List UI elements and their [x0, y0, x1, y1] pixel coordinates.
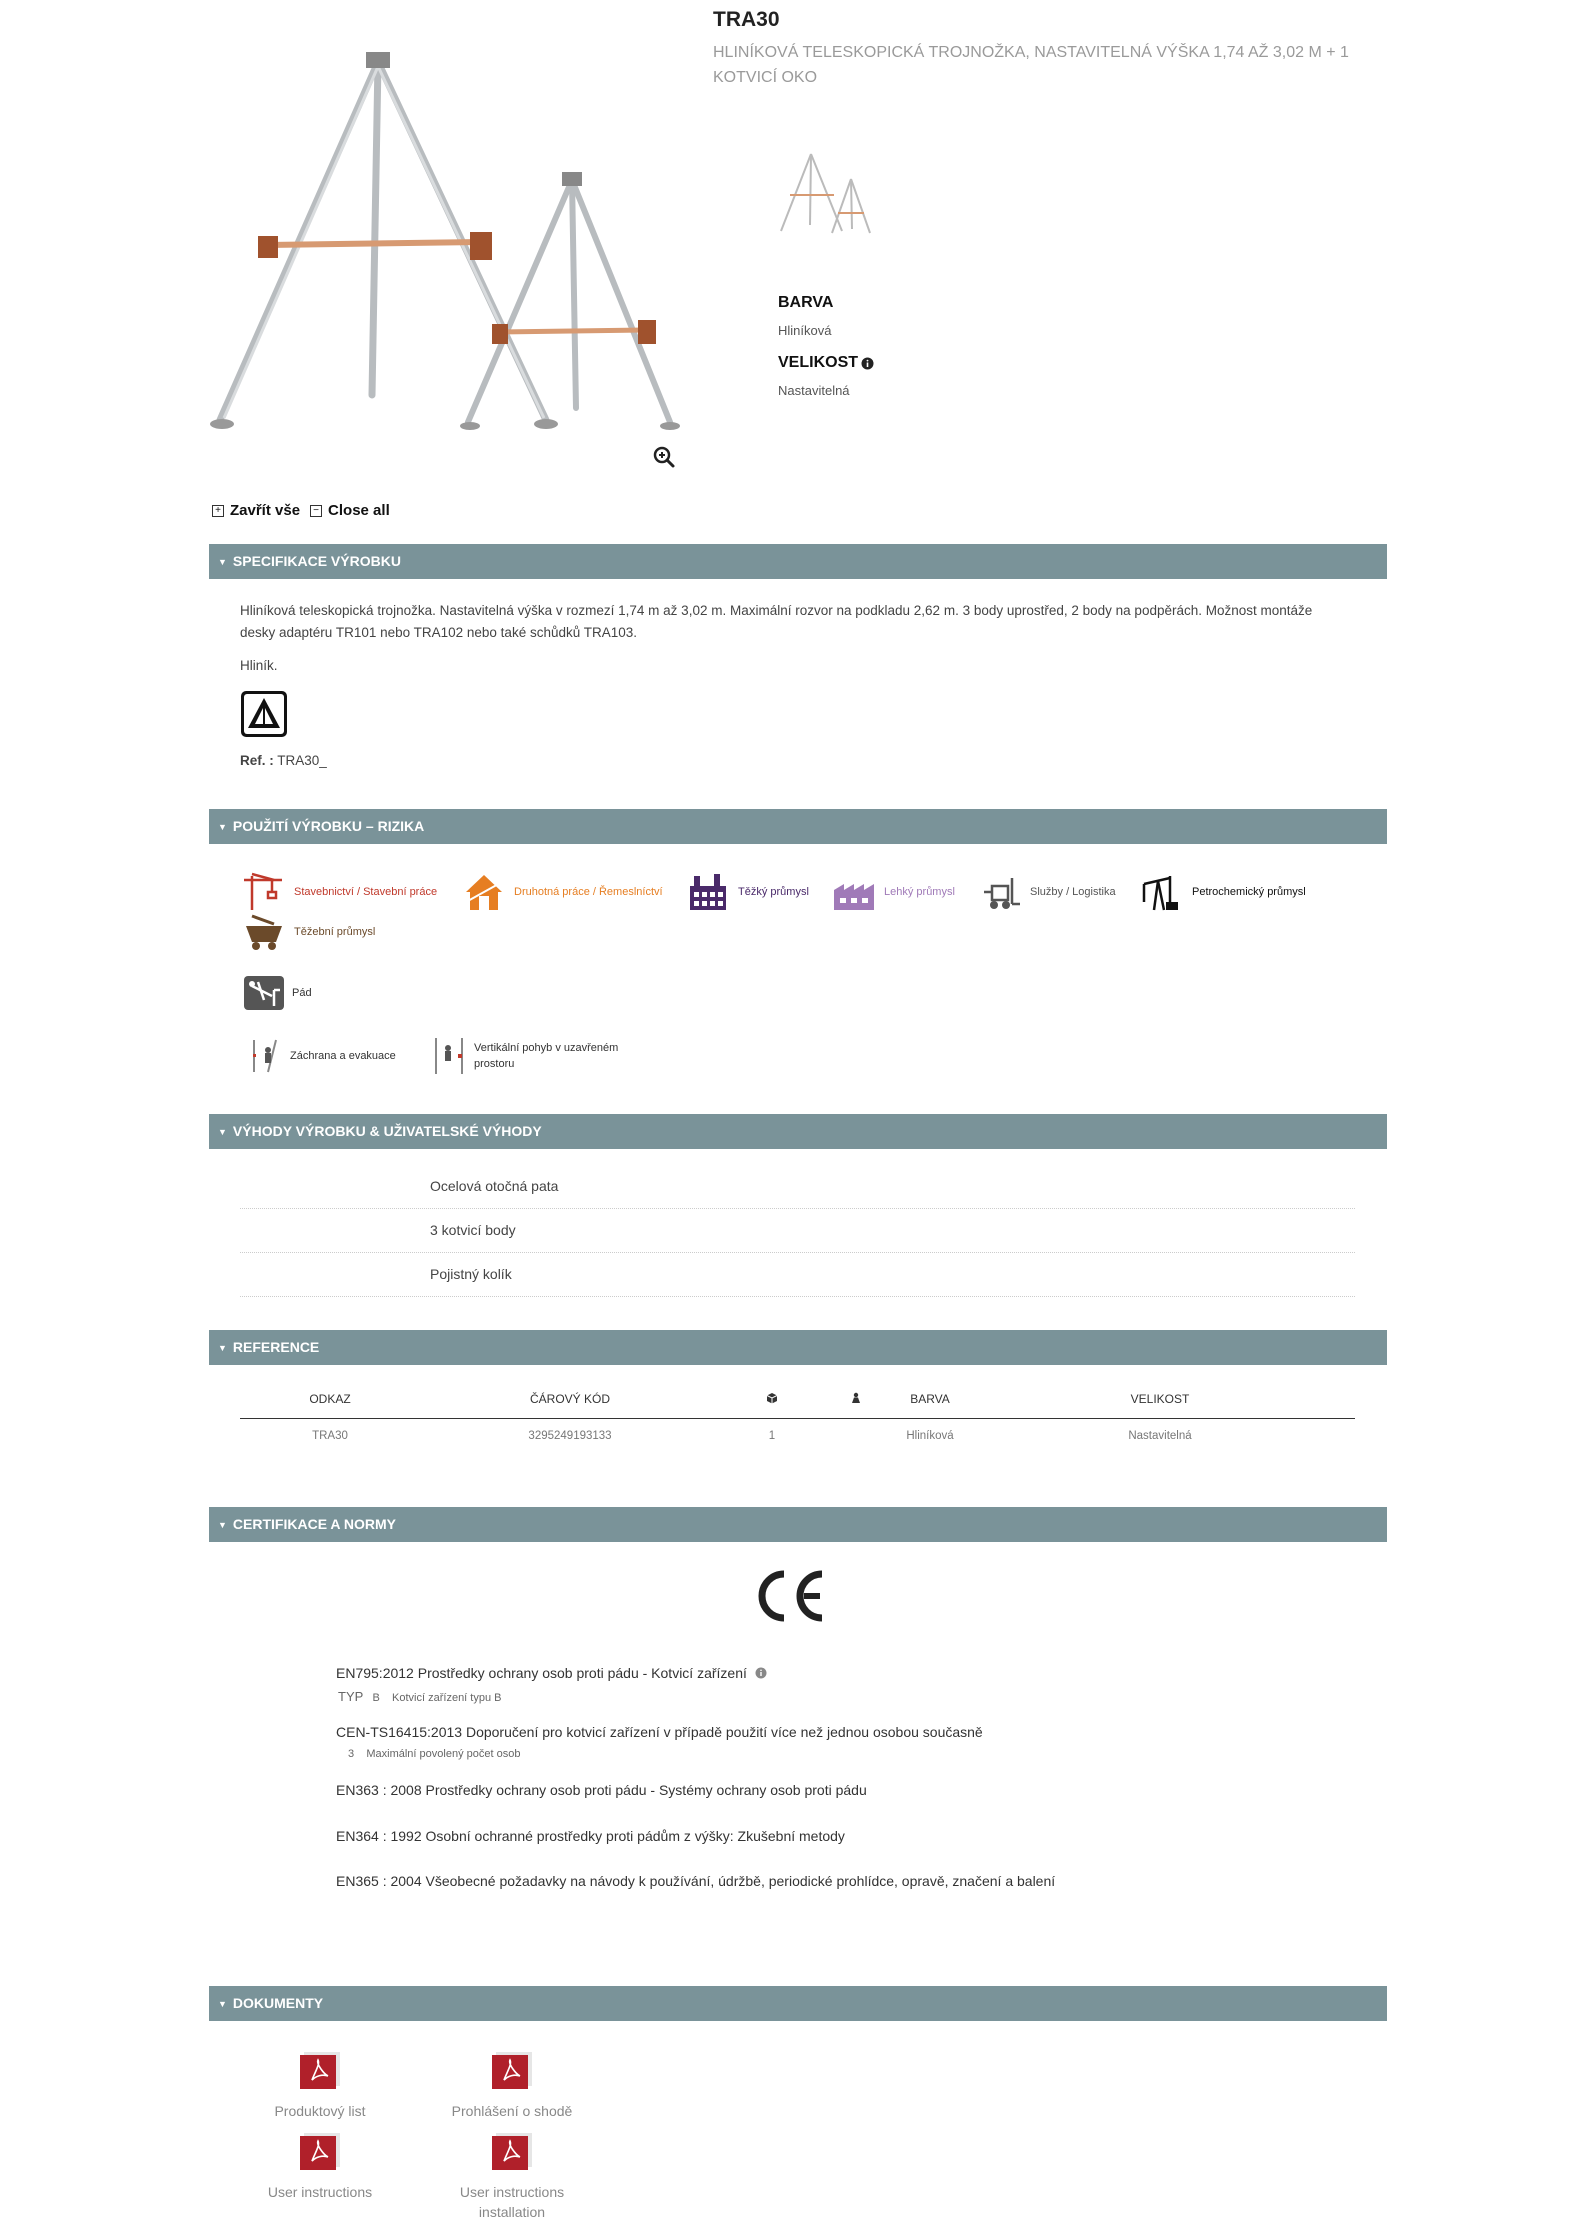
- ref-label: Ref. :: [240, 753, 274, 768]
- section-title: DOKUMENTY: [232, 1995, 324, 2011]
- close-all-toggle[interactable]: [310, 502, 390, 519]
- advantage-row: [240, 1164, 1355, 1209]
- light-factory-icon: [832, 872, 876, 912]
- cell-ref: TRA30: [312, 1430, 348, 1442]
- industry-logistics: [978, 872, 1116, 912]
- plus-box-icon: +: [212, 505, 224, 517]
- pdf-icon: [298, 2131, 342, 2171]
- doc-user-instructions[interactable]: [250, 2131, 390, 2202]
- section-title: VÝHODY VÝROBKU & UŽIVATELSKÉ VÝHODY: [232, 1123, 542, 1139]
- section-header-spec[interactable]: [209, 544, 1387, 579]
- product-thumbnail[interactable]: [775, 148, 877, 238]
- rescue-evacuation: [248, 1038, 396, 1074]
- zoom-in-icon[interactable]: [652, 445, 676, 469]
- cell-qty: 1: [768, 1430, 776, 1442]
- product-subtitle: HLINÍKOVÁ TELESKOPICKÁ TROJNOŽKA, NASTAVITELNÁ VÝŠKA 1,74 AŽ 3,02 M + 1 KOTVICÍ OKO: [713, 44, 1349, 86]
- doc-user-instructions-installation[interactable]: [442, 2131, 582, 2222]
- risk-fall: [244, 976, 312, 1010]
- info-icon[interactable]: [861, 357, 874, 370]
- minus-box-icon: −: [310, 505, 322, 517]
- section-header-usage[interactable]: [209, 809, 1387, 844]
- caret-down-icon: ▼: [218, 1342, 227, 1353]
- section-header-advantages[interactable]: [209, 1114, 1387, 1149]
- industry-label: Petrochemický průmysl: [1192, 886, 1306, 898]
- color-value: Hliníková: [778, 323, 832, 338]
- section-header-documents[interactable]: [209, 1986, 1387, 2021]
- norm-en795: [336, 1665, 767, 1681]
- fall-risk-icon: [244, 976, 284, 1010]
- industry-heavy: [686, 872, 809, 912]
- caret-down-icon: ▼: [218, 821, 227, 832]
- section-title: POUŽITÍ VÝROBKU – RIZIKA: [232, 818, 425, 834]
- section-header-reference[interactable]: [209, 1330, 1387, 1365]
- norm-en363: EN363 : 2008 Prostředky ochrany osob proti pádu - Systémy ochrany osob proti pádu: [336, 1782, 867, 1798]
- package-icon: [766, 1392, 778, 1404]
- mine-cart-icon: [242, 912, 286, 952]
- expand-all-label: Zavřít vše: [230, 502, 301, 519]
- caret-down-icon: ▼: [218, 1998, 227, 2009]
- cell-barcode: 3295249193133: [528, 1430, 612, 1442]
- pdf-icon: [490, 2050, 534, 2090]
- cell-size: Nastavitelná: [1128, 1430, 1192, 1442]
- advantage-row: [240, 1208, 1355, 1253]
- norm-sub-desc: Kotvicí zařízení typu B: [392, 1692, 502, 1704]
- doc-declaration[interactable]: [442, 2050, 582, 2121]
- reference-table-header: [240, 1390, 1355, 1419]
- doc-product-sheet[interactable]: [250, 2050, 390, 2121]
- cell-color: Hliníková: [906, 1430, 954, 1442]
- caret-down-icon: ▼: [218, 1126, 227, 1137]
- norm-sub-key: 3: [348, 1748, 355, 1760]
- spec-ref: [240, 750, 327, 772]
- col-color: BARVA: [910, 1392, 950, 1406]
- doc-label: User instructions: [267, 2184, 373, 2200]
- norm-sub-value: B: [372, 1692, 380, 1704]
- industry-light: [832, 872, 955, 912]
- expand-collapse-controls: [212, 502, 390, 519]
- caret-down-icon: ▼: [218, 556, 227, 567]
- industry-label: Těžební průmysl: [294, 926, 376, 938]
- industry-petrochemical: [1140, 872, 1306, 912]
- crane-icon: [242, 872, 286, 912]
- section-title: SPECIFIKACE VÝROBKU: [232, 553, 401, 569]
- industry-label: Služby / Logistika: [1030, 886, 1116, 898]
- vertical-confined-space: [432, 1036, 634, 1076]
- advantage-text: Ocelová otočná pata: [430, 1178, 559, 1194]
- caret-down-icon: ▼: [218, 1519, 227, 1530]
- norm-sub-desc: Maximální povolený počet osob: [366, 1748, 521, 1760]
- norm-sub-key: TYP: [338, 1689, 364, 1704]
- industry-label: Druhotná práce / Řemeslníctví: [514, 886, 663, 898]
- advantage-text: Pojistný kolík: [430, 1266, 512, 1282]
- advantage-text: 3 kotvicí body: [430, 1222, 516, 1238]
- doc-label: Prohlášení o shodě: [451, 2103, 573, 2119]
- industry-crafts: [462, 872, 663, 912]
- size-label-row: [778, 354, 874, 372]
- industry-label: Stavebnictví / Stavební práce: [294, 886, 438, 898]
- advantage-row: [240, 1252, 1355, 1297]
- doc-label: User instructions installation: [459, 2184, 565, 2220]
- norm-en365: EN365 : 2004 Všeobecné požadavky na návody k používání, údržbě, periodické prohlídce, opravě, značení a balení: [336, 1873, 1056, 1889]
- product-title: TRA30: [713, 8, 780, 31]
- pdf-icon: [298, 2050, 342, 2090]
- rescue-label: Vertikální pohyb v uzavřeném prostoru: [474, 1042, 619, 1070]
- norm-cen-ts16415: CEN-TS16415:2013 Doporučení pro kotvicí zařízení v případě použití více než jednou osobou současně: [336, 1724, 983, 1740]
- rescue-label: Záchrana a evakuace: [290, 1050, 396, 1062]
- industry-mining: [242, 912, 375, 952]
- norm-cen-sub: [348, 1748, 520, 1760]
- oil-pump-icon: [1140, 872, 1184, 912]
- ce-mark-icon: [752, 1568, 828, 1624]
- norm-en364: EN364 : 1992 Osobní ochranné prostředky proti pádům z výšky: Zkušební metody: [336, 1828, 845, 1844]
- confined-space-icon: [432, 1036, 466, 1076]
- table-row: [240, 1430, 1355, 1454]
- risk-label: Pád: [292, 987, 312, 999]
- spec-material: Hliník.: [240, 658, 278, 673]
- info-icon[interactable]: [755, 1667, 767, 1679]
- size-label: VELIKOST: [778, 354, 859, 371]
- industry-construction: [242, 872, 437, 912]
- house-icon: [462, 872, 506, 912]
- section-title: REFERENCE: [232, 1339, 320, 1355]
- close-all-label: Close all: [328, 502, 390, 519]
- product-main-image[interactable]: [200, 40, 700, 440]
- color-label: BARVA: [778, 294, 834, 311]
- pdf-icon: [490, 2131, 534, 2171]
- section-title: CERTIFIKACE A NORMY: [232, 1516, 396, 1532]
- norm-en795-sub: [338, 1689, 501, 1704]
- size-value: Nastavitelná: [778, 383, 850, 398]
- col-ref: ODKAZ: [309, 1392, 351, 1406]
- factory-icon: [686, 872, 730, 912]
- industry-label: Těžký průmysl: [738, 886, 809, 898]
- section-header-certification[interactable]: [209, 1507, 1387, 1542]
- norm-title: EN795:2012 Prostředky ochrany osob proti pádu - Kotvicí zařízení: [336, 1665, 747, 1681]
- spec-description: Hliníková teleskopická trojnožka. Nastavitelná výška v rozmezí 1,74 m až 3,02 m. Maximální rozvor na podkladu 2,62 m. 3 body uprostřed, 2 body na podpěrách. Možnost montáže desky adaptéru TR101 nebo TRA102 nebo také schůdků TRA103.: [240, 603, 1313, 640]
- ref-value: TRA30_: [277, 753, 327, 768]
- aluminium-material-icon: [240, 690, 288, 738]
- doc-label: Produktový list: [274, 2103, 366, 2119]
- col-size: VELIKOST: [1130, 1392, 1190, 1406]
- industry-label: Lehký průmysl: [884, 886, 955, 898]
- forklift-icon: [978, 872, 1022, 912]
- col-barcode: ČÁROVÝ KÓD: [529, 1392, 610, 1406]
- rescue-icon: [248, 1038, 282, 1074]
- expand-all-toggle[interactable]: [212, 502, 300, 519]
